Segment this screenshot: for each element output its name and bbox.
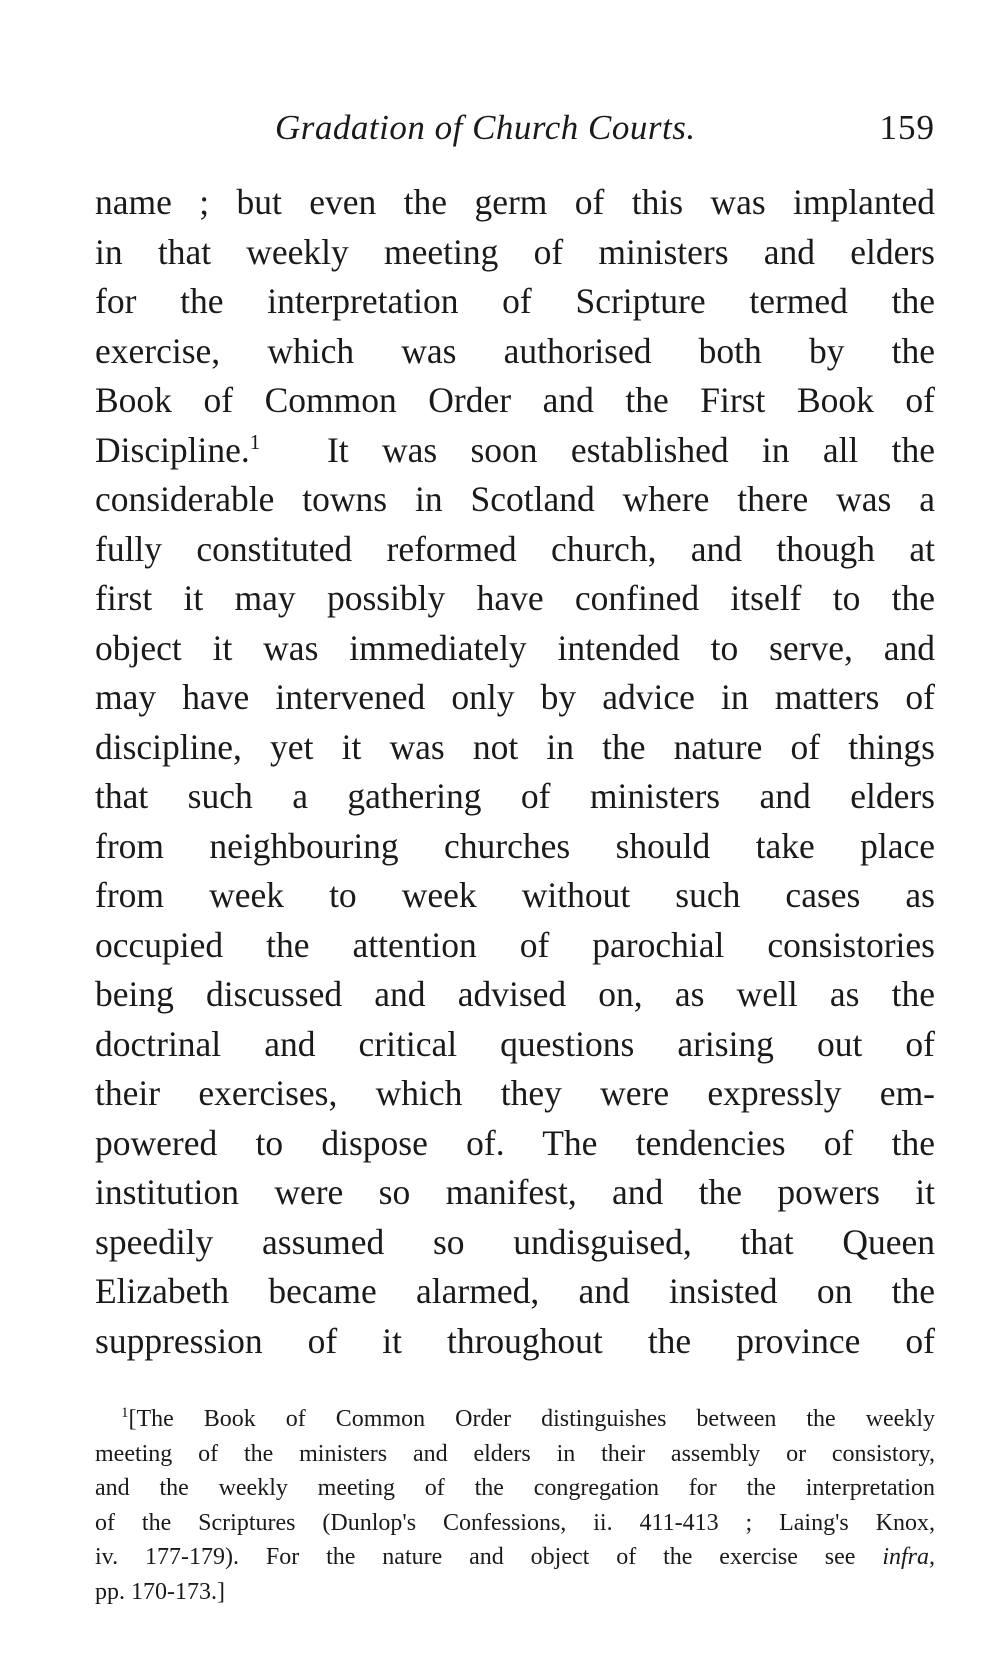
body-line: from neighbouring churches should take place: [95, 825, 935, 866]
body-line: for the interpretation of Scripture termed the: [95, 281, 935, 321]
body-line: that such a gathering of ministers and elders: [95, 776, 935, 816]
footnote-line: pp. 170-173.]: [95, 1578, 225, 1605]
body-line-rest: It was soon established in all the: [326, 429, 935, 470]
body-line: their exercises, which they were expressly em-: [95, 1073, 935, 1113]
body-line: exercise, which was authorised both by the: [95, 330, 935, 371]
footnote-line: of the Scriptures (Dunlop's Confessions, ii. 411-413 ; Laing's Knox,: [95, 1509, 935, 1536]
body-line: name ; but even the germ of this was implanted: [95, 182, 935, 222]
body-line: first it may possibly have confined itself to the: [95, 578, 935, 618]
body-line: occupied the attention of parochial consistories: [95, 924, 935, 965]
page-number: 159: [879, 108, 935, 147]
footnote-line: [95, 1402, 935, 1437]
footnote-line-text: [The Book of Common Order distinguishes between the weekly: [128, 1406, 935, 1432]
body-line: Book of Common Order and the First Book of: [95, 380, 935, 420]
discipline-word: Discipline.: [95, 429, 250, 470]
footnote-line: [95, 1540, 935, 1575]
body-line: doctrinal and critical questions arising out of: [95, 1023, 935, 1064]
body-line: being discussed and advised on, as well as the: [95, 974, 935, 1014]
running-head: [95, 108, 935, 158]
body-line: fully constituted reformed church, and though at: [95, 528, 935, 569]
body-line: in that weekly meeting of ministers and elders: [95, 231, 935, 272]
body-line: considerable towns in Scotland where there was a: [95, 479, 935, 519]
footnote-mark: 1: [121, 1405, 129, 1421]
body-line: Elizabeth became alarmed, and insisted on the: [95, 1271, 935, 1311]
footnote-line: meeting of the ministers and elders in their assembly or consistory,: [95, 1440, 935, 1467]
footnote-reference: 1: [249, 429, 261, 454]
body-text: [95, 178, 935, 1366]
body-line-with-note: [95, 426, 935, 476]
footnote-line: and the weekly meeting of the congregation for the interpretation: [95, 1475, 935, 1501]
body-line: discipline, yet it was not in the nature of things: [95, 726, 935, 767]
body-line: from week to week without such cases as: [95, 875, 935, 915]
footnote-infra: infra,: [882, 1544, 936, 1570]
running-title: Gradation of Church Courts.: [275, 108, 696, 147]
footnote: [95, 1402, 935, 1609]
body-line: object it was immediately intended to serve, and: [95, 627, 935, 668]
body-line: may have intervened only by advice in matters of: [95, 677, 935, 717]
body-line: suppression of it throughout the province of: [95, 1320, 935, 1361]
body-line: powered to dispose of. The tendencies of the: [95, 1122, 935, 1163]
footnote-line-text: iv. 177-179). For the nature and object of the exercise see: [95, 1544, 856, 1570]
body-line: speedily assumed so undisguised, that Queen: [95, 1221, 935, 1262]
body-line: institution were so manifest, and the powers it: [95, 1172, 935, 1212]
